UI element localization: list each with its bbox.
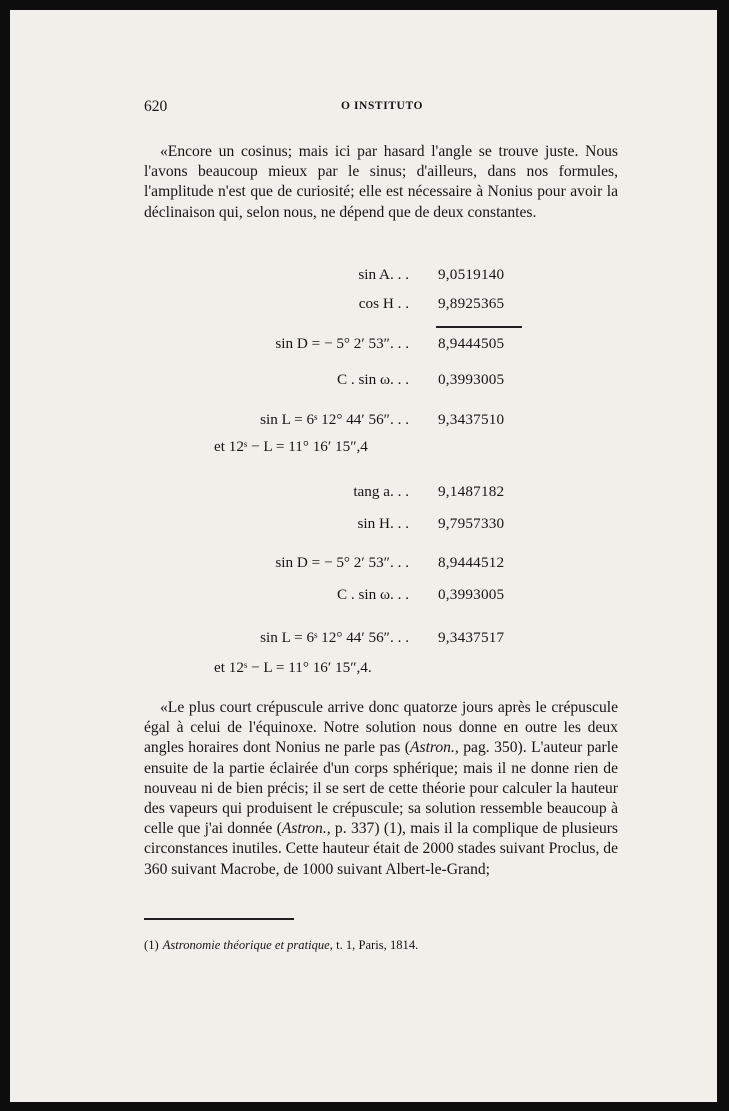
running-title: O INSTITUTO (340, 100, 424, 112)
calc1-value: 8,9444505 (438, 335, 505, 352)
paragraph-2-part-1: «Le plus court crépuscule arrive donc quatorze jours après le crépuscule égal à celui de l'équinoxe. Notre solution nous donne en outre les deux angles horaires dont Nonius ne parle pas ( (144, 699, 618, 757)
paragraph-2-citation-2: Astron., (281, 820, 331, 838)
calc1-row-2 (10, 335, 717, 357)
calc2-value: 9,3437517 (438, 629, 505, 646)
running-header (144, 98, 620, 122)
calc1-label: sin D = − 5° 2′ 53″. . . (275, 335, 409, 352)
calc1-row-4 (10, 411, 717, 433)
footnote-number: (1) (144, 938, 159, 952)
calc1-label: sin A. . . (358, 266, 409, 283)
calc2-result-text: et 12ˢ − L = 11° 16′ 15″,4. (214, 659, 372, 676)
paragraph-2-text (144, 698, 618, 880)
calc2-row-0 (10, 483, 717, 505)
footnote (144, 938, 614, 953)
calc2-label: tang a. . . (353, 483, 409, 500)
calc2-label: sin D = − 5° 2′ 53″. . . (275, 554, 409, 571)
calc1-label: cos H . . (358, 295, 409, 312)
paragraph-2-citation-1: Astron., (409, 739, 459, 757)
calc2-row-2 (10, 554, 717, 576)
calc2-value: 9,1487182 (438, 483, 505, 500)
calc2-row-1 (10, 515, 717, 537)
paragraph-2-part-3: p. 337) (1), mais il la complique de plusieurs circonstances inutiles. Cette hauteur était de 2000 stades suivant Proclus, de 360 suivant Macrobe, de 1000 suivant Albert-le-Grand; (144, 820, 618, 878)
page-number: 620 (144, 98, 168, 115)
calc2-label: sin H. . . (357, 515, 409, 532)
calc2-row-4 (10, 629, 717, 651)
calc1-label: sin L = 6ˢ 12° 44′ 56″. . . (260, 411, 409, 428)
calc2-value: 0,3993005 (438, 586, 505, 603)
calc1-row-3 (10, 371, 717, 393)
paragraph-1-text: «Encore un cosinus; mais ici par hasard l'angle se trouve juste. Nous l'avons beaucoup mieux par le sinus; d'ailleurs, dans nos formules, l'amplitude n'est que de curiosité; elle est nécessaire à Nonius pour avoir la déclinaison qui, selon nous, ne dépend que de deux constantes. (144, 143, 618, 221)
calc2-label: C . sin ω. . . (336, 586, 409, 603)
calc2-value: 8,9444512 (438, 554, 505, 571)
calc1-value: 9,0519140 (438, 266, 505, 283)
paragraph-1 (144, 142, 618, 223)
sum-rule (436, 326, 522, 328)
footnote-rule (144, 918, 294, 920)
calc1-result (10, 438, 717, 460)
calc1-label: C . sin ω. . . (336, 371, 409, 388)
calc1-value: 9,8925365 (438, 295, 505, 312)
paragraph-2 (144, 698, 618, 880)
calc1-result-text: et 12ˢ − L = 11° 16′ 15″,4 (214, 438, 368, 455)
calc2-row-3 (10, 586, 717, 608)
calc2-label: sin L = 6ˢ 12° 44′ 56″. . . (260, 629, 409, 646)
footnote-title: Astronomie théorique et pratique, (162, 938, 333, 952)
calc1-value: 0,3993005 (438, 371, 505, 388)
calc2-result (10, 659, 717, 681)
calc1-row-0 (10, 266, 717, 288)
calc1-value: 9,3437510 (438, 411, 505, 428)
footnote-rest: t. 1, Paris, 1814. (332, 938, 419, 952)
calc1-row-1 (10, 295, 717, 317)
calc2-value: 9,7957330 (438, 515, 505, 532)
book-page (10, 10, 717, 1102)
paragraph-2-part-2: pag. 350). L'auteur parle ensuite de la partie éclairée d'un corps sphérique; mais il ne donne rien de nouveau ni de bien précis; il se sert de cette théorie pour calculer la hauteur des vapeurs qui produisent le crépuscule; sa solution ressemble beaucoup à celle que j'ai donnée ( (144, 739, 618, 838)
